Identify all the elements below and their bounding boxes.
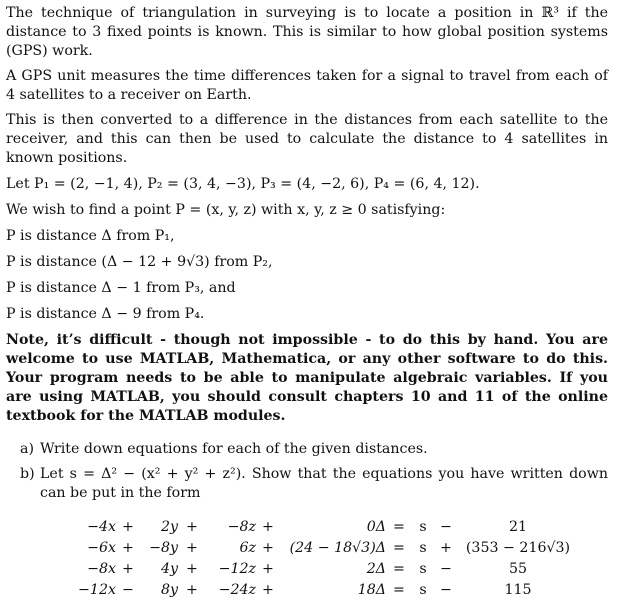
part-label: a) [20,441,34,457]
equation-term: + [262,582,274,598]
equation-term: s [419,519,427,535]
equation-term: = [393,561,405,577]
equation-term: 55 [508,561,528,577]
equation-term: 18Δ [357,582,386,598]
equation-term: s [419,561,427,577]
part-label: b) [20,466,35,482]
equation-term: + [262,540,274,556]
equation-row [76,559,578,580]
equation-term: + [122,561,134,577]
software-note: Note, it’s difficult - though not impossible - to do this by hand. You are welcome to use MATLAB, Mathematica, or any other software to do this. Your program needs to be able to manipulate algebraic variables. If you are using MATLAB, you should consult chapters 10 and 11 of the online textbook for the MATLAB modules. [6,332,608,424]
equation-term: − [122,582,134,598]
condition-p2: P is distance (Δ − 12 + 9√3) from P₂, [6,254,273,270]
equation-term: 0Δ [366,519,386,535]
part-text: Let s = Δ² − (x² + y² + z²). Show that the equations you have written down can be put in the form [40,466,608,501]
equation-term: + [440,540,452,556]
points-definition: Let P₁ = (2, −1, 4), P₂ = (3, 4, −3), P₃ = (4, −2, 6), P₄ = (6, 4, 12). [6,176,480,192]
equation-term: 2Δ [366,561,386,577]
equation-term: − [440,582,452,598]
equation-term: 6z [239,540,256,556]
equation-term: −12x [78,582,116,598]
equation-term: 115 [504,582,532,598]
equation-term: −6x [87,540,116,556]
part-b [20,465,608,503]
equation-term: = [393,540,405,556]
goal-statement: We wish to find a point P = (x, y, z) with x, y, z ≥ 0 satisfying: [6,202,446,218]
equation-term: = [393,582,405,598]
equation-term: 4y [160,561,178,577]
problem-page [6,4,608,601]
equation-term: + [186,582,198,598]
equation-term: + [262,519,274,535]
intro-paragraph: The technique of triangulation in surveying is to locate a position in ℝ³ if the distance to 3 fixed points is known. This is similar to how global position systems (GPS) work. [6,5,608,59]
equation-term: −8z [227,519,256,535]
equation-term: + [186,519,198,535]
equation-row [76,517,578,538]
equation-term: + [186,561,198,577]
equation-term: −8y [149,540,178,556]
equation-term: + [122,540,134,556]
part-text: Write down equations for each of the given distances. [40,441,428,457]
equation-term: −8x [87,561,116,577]
equation-term: 8y [160,582,178,598]
equation-term: −12z [218,561,256,577]
equation-term: (353 − 216√3) [465,540,571,556]
condition-p4: P is distance Δ − 9 from P₄. [6,306,205,322]
condition-p1: P is distance Δ from P₁, [6,228,175,244]
equation-term: = [393,519,405,535]
equation-term: −24z [218,582,256,598]
equation-term: + [122,519,134,535]
gps-paragraph: A GPS unit measures the time differences taken for a signal to travel from each of 4 satellites to a receiver on Earth. [6,68,608,103]
conversion-paragraph: This is then converted to a difference in the distances from each satellite to the receiver, and this can then be used to calculate the distance to 4 satellites in known positions. [6,112,608,166]
equation-row [76,580,578,601]
parts-list [20,440,608,503]
equation-system [76,517,578,601]
equation-term: s [419,582,427,598]
equation-term: s [419,540,427,556]
equation-term: + [262,561,274,577]
part-a [20,440,608,459]
equation-term: (24 − 18√3)Δ [289,540,386,556]
equation-term: 21 [508,519,528,535]
condition-p3: P is distance Δ − 1 from P₃, and [6,280,236,296]
equation-row [76,538,578,559]
equation-term: − [440,561,452,577]
equation-term: + [186,540,198,556]
equation-term: −4x [87,519,116,535]
equation-term: 2y [160,519,178,535]
equation-term: − [440,519,452,535]
